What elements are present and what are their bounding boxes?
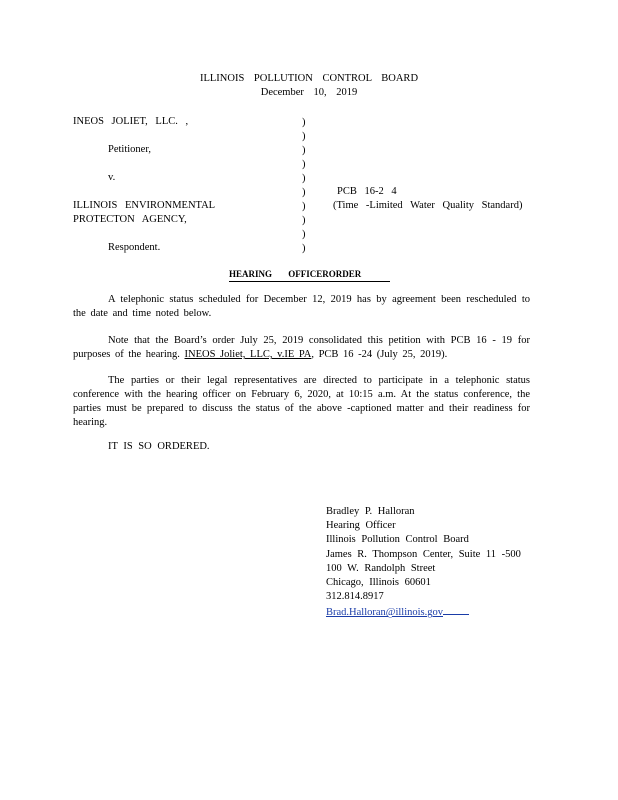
caption-paren: ) <box>302 159 306 170</box>
so-ordered: IT IS SO ORDERED. <box>108 441 210 452</box>
caption-paren: ) <box>302 229 306 240</box>
caption-paren: ) <box>302 243 306 254</box>
paragraph-text: The parties or their legal representatives are directed to participate in a telephonic status conference with the hearing officer on February 6, 2020, at 10:15 a.m. At the status conference, the parties must be prepared to discuss the status of the above -captioned matter and their readiness for hearing. <box>73 375 530 428</box>
caption-paren: ) <box>302 187 306 198</box>
email-underline <box>443 604 469 615</box>
case-type: (Time -Limited Water Quality Standard) <box>333 200 523 211</box>
order-date: December 10, 2019 <box>260 87 358 98</box>
signature-block <box>326 505 521 621</box>
petitioner-role: Petitioner, <box>108 144 152 155</box>
paragraph-text: , PCB 16 -24 (July 25, 2019). <box>311 349 448 360</box>
order-title: HEARING OFFICERORDER <box>229 269 362 279</box>
signer-agency: Illinois Pollution Control Board <box>326 534 469 546</box>
order-title-underline <box>229 281 390 282</box>
phone-number: 312.814.8917 <box>326 591 384 603</box>
paragraph-text: A telephonic status scheduled for December 12, 2019 has by agreement been rescheduled to the date and time noted below. <box>73 294 530 319</box>
email-row <box>326 604 521 620</box>
signer-name: Bradley P. Halloran <box>326 506 415 517</box>
caption-paren: ) <box>302 145 306 156</box>
respondent-name-line2: PROTECTON AGENCY, <box>73 214 187 225</box>
caption-paren: ) <box>302 131 306 142</box>
address-line1: James R. Thompson Center, Suite 11 -500 <box>326 548 521 560</box>
petitioner-name: INEOS JOLIET, LLC. , <box>73 116 189 127</box>
paragraph-reschedule <box>73 293 530 321</box>
board-header: ILLINOIS POLLUTION CONTROL BOARD <box>199 73 419 84</box>
paragraph-conference <box>73 374 530 430</box>
versus-label: v. <box>108 172 116 183</box>
signer-title: Hearing Officer <box>326 520 396 532</box>
paragraph-text: Note that the Board’s order July 25, 2019 consolidated this petition with PCB 16 - 19 for purposes of the hearing. <box>73 335 530 360</box>
caption-paren: ) <box>302 215 306 226</box>
caption-paren: ) <box>302 173 306 184</box>
address-line2: 100 W. Randolph Street <box>326 562 436 574</box>
case-number: PCB 16-2 4 <box>337 186 397 197</box>
respondent-name-line1: ILLINOIS ENVIRONMENTAL <box>73 200 216 211</box>
case-citation: INEOS Joliet, LLC, v.IE PA <box>184 349 312 360</box>
email-link[interactable]: Brad.Halloran@illinois.gov <box>326 607 443 619</box>
paragraph-consolidation <box>73 334 530 362</box>
caption-paren: ) <box>302 201 306 212</box>
address-city: Chicago, Illinois 60601 <box>326 577 431 589</box>
caption-divider <box>302 116 306 256</box>
respondent-role: Respondent. <box>108 242 161 253</box>
caption-paren: ) <box>302 117 306 128</box>
